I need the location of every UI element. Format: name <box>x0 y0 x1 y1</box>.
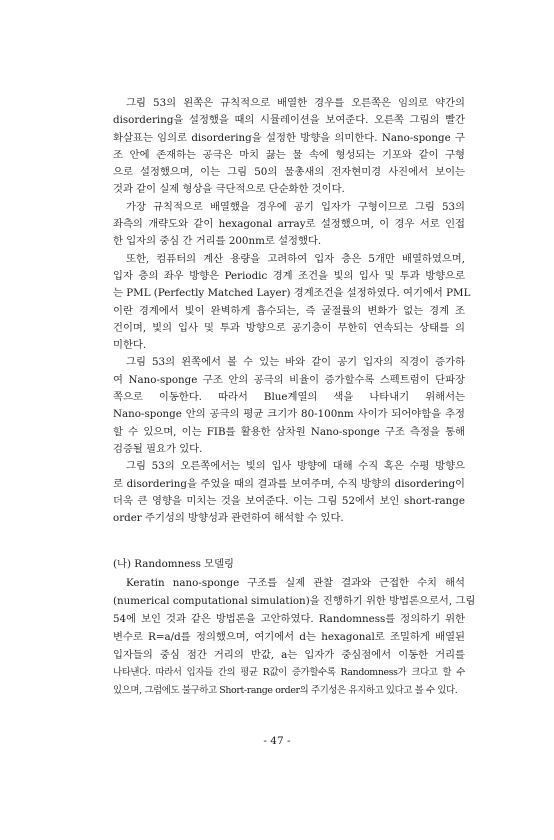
body-text-line: 입자들의 중심 점간 거리의 반값, a는 입자가 중심점에서 이동한 거리를 <box>113 648 465 661</box>
body-text <box>113 95 476 700</box>
body-text-line: 쪽으로 이동한다. 따라서 Blue계열의 색을 나타내기 위해서는 <box>113 391 465 404</box>
body-text-line: 그림 53의 오른쪽에서는 빛의 입사 방향에 대해 수직 혹은 수평 방향으 <box>126 460 465 473</box>
body-text-line: 가장 규칙적으로 배열했을 경우에 공기 입자가 구형이므로 그림 53의 <box>126 200 465 213</box>
body-text-line: 더욱 큰 영향을 미치는 것을 보여준다. 이는 그림 52에서 보인 short-range <box>113 494 465 507</box>
body-text-line: 이란 경계에서 빛이 완벽하게 흡수되는, 즉 굴절률의 변화가 없는 경계 조 <box>113 304 465 317</box>
body-text-line: 조 안에 존재하는 공극은 마치 끓는 물 속에 형성되는 기포와 같이 구형 <box>113 148 465 161</box>
paragraph <box>113 251 471 355</box>
body-text-line: order 주기성의 방향성과 관련하여 해석할 수 있다. <box>113 512 344 525</box>
body-text-line: 으로 설정했으며, 이는 그림 50의 물총새의 전자현미경 사진에서 보이는 <box>113 166 465 179</box>
paragraph <box>113 354 465 458</box>
paragraph <box>113 95 465 199</box>
body-text-line: 미한다. <box>113 339 147 352</box>
body-text-line: disordering을 설정했을 때의 시뮬레이션을 보여준다. 오른쪽 그림의 빨간 <box>113 114 465 127</box>
body-text-line: 있으며, 그럼에도 불구하고 Short-range order의 주기성은 유지하고 있다고 볼 수 있다. <box>113 684 458 696</box>
body-text-line: 좌측의 개략도와 같이 hexagonal array로 설정했으며, 이 경우 서로 인접 <box>113 218 465 231</box>
section-heading: (나) Randomness 모델링 <box>113 558 234 571</box>
paragraph <box>113 574 476 700</box>
body-text-line: 검증될 필요가 있다. <box>113 442 203 455</box>
body-text-line: 입자 층의 좌우 방향은 Periodic 경계 조건을 빛의 입사 및 투과 방향으로 <box>113 269 465 282</box>
body-text-line: 54에 보인 것과 같은 방법론을 고안하였다. Randomness를 정의하기 위한 <box>113 612 465 625</box>
body-text-line: 그림 53의 왼쪽은 규칙적으로 배열한 경우를 오른쪽은 임의로 약간의 <box>126 97 465 109</box>
paragraph <box>113 458 465 527</box>
page-number: - 47 - <box>263 735 291 747</box>
body-text-line: 한 입자의 중심 간 거리를 200nm로 설정했다. <box>113 235 322 248</box>
body-text-line: 나타낸다. 따라서 입자들 간의 평균 R값이 증가할수록 Randomness가 크다고 할 수 <box>113 666 465 678</box>
body-text-line: 여 Nano-sponge 구조 안의 공극의 비율이 증가할수록 스펙트럼이 단파장 <box>113 373 465 386</box>
paragraph <box>113 199 465 251</box>
body-text-line: 그림 53의 왼쪽에서 볼 수 있는 바와 같이 공기 입자의 직경이 증가하 <box>126 356 465 369</box>
body-text-line: 화살표는 임의로 disordering을 설정한 방향을 의미한다. Nano-sponge 구 <box>113 131 465 144</box>
body-text-line: 로 disordering을 주었을 때의 결과를 보여주며, 수직 방향의 disordering이 <box>113 477 465 490</box>
body-text-line: 할 수 있으며, 이는 FIB를 활용한 삼차원 Nano-sponge 구조 측정을 통해 <box>113 425 465 438</box>
body-text-line: 건이며, 빛의 입사 및 투과 방향으로 공기층이 무한히 연속되는 상태를 의 <box>113 321 465 334</box>
body-text-line: 또한, 컴퓨터의 계산 용량을 고려하여 입자 층은 5개만 배열하였으며, <box>126 252 465 265</box>
body-text-line: 변수로 R=a/d를 정의했으며, 여기에서 d는 hexagonal로 조밀하게 배열된 <box>113 630 465 643</box>
body-text-line: Nano-sponge 안의 공극의 평균 크기가 80-100nm 사이가 되어야함을 추정 <box>113 408 465 421</box>
body-text-line: 는 PML (Perfectly Matched Layer) 경계조건을 설정하였다. 여기에서 PML <box>113 287 471 300</box>
body-text-line: Keratin nano-sponge 구조를 실제 관찰 결과와 근접한 수치 해석 <box>126 576 465 589</box>
body-text-line: 것과 같이 실제 형상을 극단적으로 단순화한 것이다. <box>113 183 345 196</box>
body-text-line: (numerical computational simulation)을 진행하기 위한 방법론으로서, 그림 <box>113 594 476 607</box>
